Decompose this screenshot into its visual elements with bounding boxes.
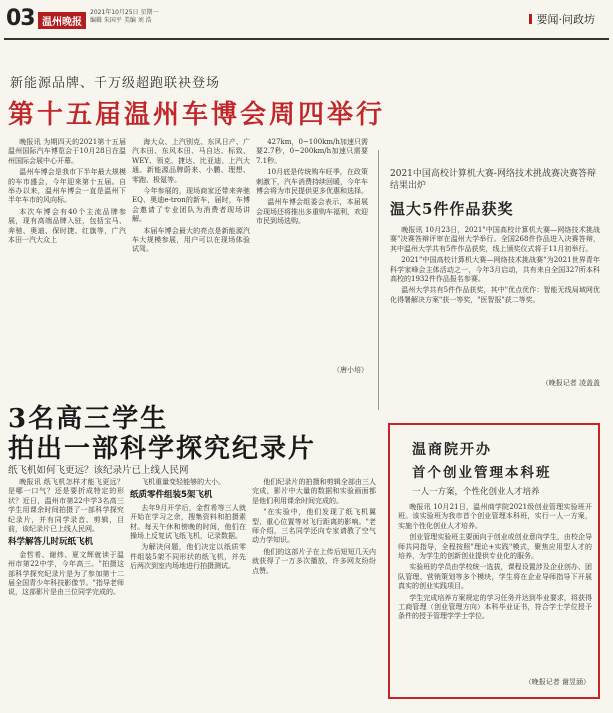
lead-col3-p3: 温州车博会组委会表示，本届展会现场还将推出多重购车福利，欢迎市民到场选购。 — [256, 198, 368, 226]
feature-column-2 — [130, 478, 246, 706]
date-line: 2021年10月25日 星期一 — [90, 9, 159, 16]
feature-title-1: 3名高三学生 — [8, 404, 169, 434]
header-meta — [90, 9, 230, 25]
right-p1: 晚报讯 10月23日，2021"中国高校计算机大赛—网络技术挑战赛"决赛答辩评审在温州大学举行。全国268件作品进入决赛答辩，其中温州大学共有5件作品获奖，线上颁奖仪式将于11月初举行。 — [390, 226, 600, 253]
box-title-2: 首个创业管理本科班 — [412, 465, 552, 481]
feature-col1-p1: 晚报讯 纸飞机怎样才能飞更远？是哪一口气？还是要折成特定的形状？近日，温州市第22中学3名高三学生用课余时间拍摄了一部科学探究纪录片，并有同学录音、剪辑，目前，该纪录片已上线人民网。 — [8, 478, 124, 534]
section-text: 要闻·问政坊 — [536, 13, 595, 26]
editor-line: 编辑 朱国平 美编 刘 浩 — [90, 17, 152, 24]
header-rule — [4, 38, 609, 40]
feature-col1-subhead: 科学解答儿时玩纸飞机 — [8, 537, 94, 548]
lead-kicker: 新能源品牌、千万级超跑联袂登场 — [10, 76, 221, 91]
feature-col3-p3: 他们的这部片子在上传后短短几天内就获得了一万多次播放，许多网友纷纷点赞。 — [252, 547, 376, 575]
feature-title-2: 拍出一部科学探究纪录片 — [8, 434, 317, 464]
box-signoff: （晚报记者 谢昱涵） — [524, 678, 590, 686]
lead-signoff: （唐小培） — [333, 366, 368, 374]
lead-col1-p3: 本次车博会有40个主流品牌参展，现有高端品牌入驻，包括宝马、奔驰、奥迪、保时捷、红旗等，广汽本田一汽大众上 — [8, 207, 126, 245]
lead-col3-p1: 427km，0~100km/h加速只需要2.7秒，0~200km/h加速只需要7.1秒。 — [256, 138, 368, 165]
box-title-1: 温商院开办 — [412, 442, 492, 458]
column-divider — [378, 150, 379, 410]
box-p3: 实验班的学员由学校统一选拔，课程设置涉及企业创办、团队管理、营销策划等多个模块，学生将在企业导师指导下开展真实的创业实践项目。 — [398, 563, 592, 591]
feature-column-1 — [8, 478, 124, 706]
highlight-box — [388, 423, 600, 699]
lead-col2-p1: 海大众、上汽别克、东风日产、广汽本田、东风本田、马自达、标致、WEY、领克、捷达、比亚迪、上汽大通、新能源品牌蔚来、小鹏、理想、零跑、极氪等。 — [132, 138, 250, 184]
lead-col2-p2: 今年参展的，现场商家还带来奔驰EQ、奥迪e-tron的新车，届时，车博会邀请了专业团队为消费者现场讲解。 — [132, 187, 250, 224]
feature-column-3 — [252, 478, 376, 706]
section-bar-icon — [529, 14, 532, 24]
box-subtitle: 一人一方案，个性化创业人才培养 — [412, 487, 540, 497]
section-label — [529, 11, 596, 27]
right-p2: 2021"中国高校计算机大赛—网络技术挑战赛"为2021世界青年科学家峰会主体活动之一，今年3月启动，共有来自全国327所本科高校的1932件作品报名参赛。 — [390, 256, 600, 284]
lead-col3-p2: 10月底是传统购车旺季，在政策刺激下，汽车消费持续回暖，今年车博会将为市民提供更多优惠和选择。 — [256, 168, 368, 196]
page-number: 03 — [6, 6, 35, 31]
box-p4: 学生完成培养方案规定的学习任务并达到毕业要求，将获得工商管理（创业管理方向）本科毕业证书，符合学士学位授予条件的授予管理学学士学位。 — [398, 593, 592, 621]
lead-col1-p2: 温州车博会是我市下半年最大规模的车市盛会，今年迎来第十五届。自举办以来，温州车博会一直是温州下半年车市的风向标。 — [8, 168, 126, 205]
lead-column-3 — [256, 138, 368, 364]
box-p1: 晚报讯 10月21日，温州商学院2021级创业管理实验班开班。该实验班为我市首个创业管理本科班，实行一人一方案，实施个性化创业人才培养。 — [398, 503, 592, 530]
right-p3: 温州大学共有5件作品获奖，其中"优点优作：智能无线局域网优化得署解决方案"获一等奖，"医智报"获二等奖。 — [390, 286, 600, 304]
lead-title: 第十五届温州车博会周四举行 — [8, 100, 386, 130]
right-kicker: 2021中国高校计算机大赛-网络技术挑战赛决赛答辩结果出炉 — [390, 169, 596, 191]
lead-column-1 — [8, 138, 126, 378]
right-body — [390, 226, 600, 378]
lead-col1-p1: 晚报讯 为期四天的2021第十五届温州国际汽车博览会于10月28日在温州国际会展中心开幕。 — [8, 138, 126, 165]
box-body — [398, 503, 592, 673]
feature-col2-p2: 去年9月开学后，金哲希等三人就开始在学习之余，搜集资料和拍摄素材。每天午休和傍晚的时间，他们在操场上反复试飞纸飞机，记录数据。 — [130, 503, 246, 541]
feature-col3-p2: "在实验中，他们发现了纸飞机翼型、重心位置等对飞行距离的影响。"老师介绍，三名同学还向专家请教了空气动力学知识。 — [252, 508, 376, 545]
lead-column-2 — [132, 138, 250, 378]
feature-col3-p1: 他们纪录片的拍摄和剪辑全部由三人完成，影片中大量的数据和实验画面都是他们利用课余时间完成的。 — [252, 478, 376, 505]
box-p2: 创业管理实验班主要面向于创业或创业意向学生，由校企导师共同指导，全程按照"理论+实践"模式，聚焦应用型人才的培养，为学生的创新创业提供专业化的服务。 — [398, 533, 592, 561]
feature-subtitle: 纸飞机如何飞更远？该纪录片已上线人民网 — [8, 465, 189, 476]
lead-col2-p3: 本届车博会最大的亮点是新能源汽车大规模参展，用户可以在现场体验试驾。 — [132, 226, 250, 254]
feature-col2-p3: 为解决问题，他们决定以纸质零件组装5架不同形状的纸飞机，并先后两次到室内场地进行拍摄测试。 — [130, 543, 246, 571]
feature-col2-p1: 飞机重量变轻能够的大小。 — [141, 478, 226, 486]
feature-col2-subhead: 纸质零件组装5架飞机 — [130, 490, 213, 501]
feature-col1-p2: 金哲希、谢炜、夏文辉就读于温州市第22中学，今年高三。"拍摄这部科学探究纪录片是为了参加第十二届全国青少年科技影像节。"指导老师说，这部影片是由三位同学完成的。 — [8, 550, 124, 597]
right-signoff: （晚报记者 凌盖盖 — [541, 379, 600, 387]
right-title: 温大5件作品获奖 — [390, 200, 514, 218]
paper-name-badge: 温州晚报 — [38, 12, 86, 29]
